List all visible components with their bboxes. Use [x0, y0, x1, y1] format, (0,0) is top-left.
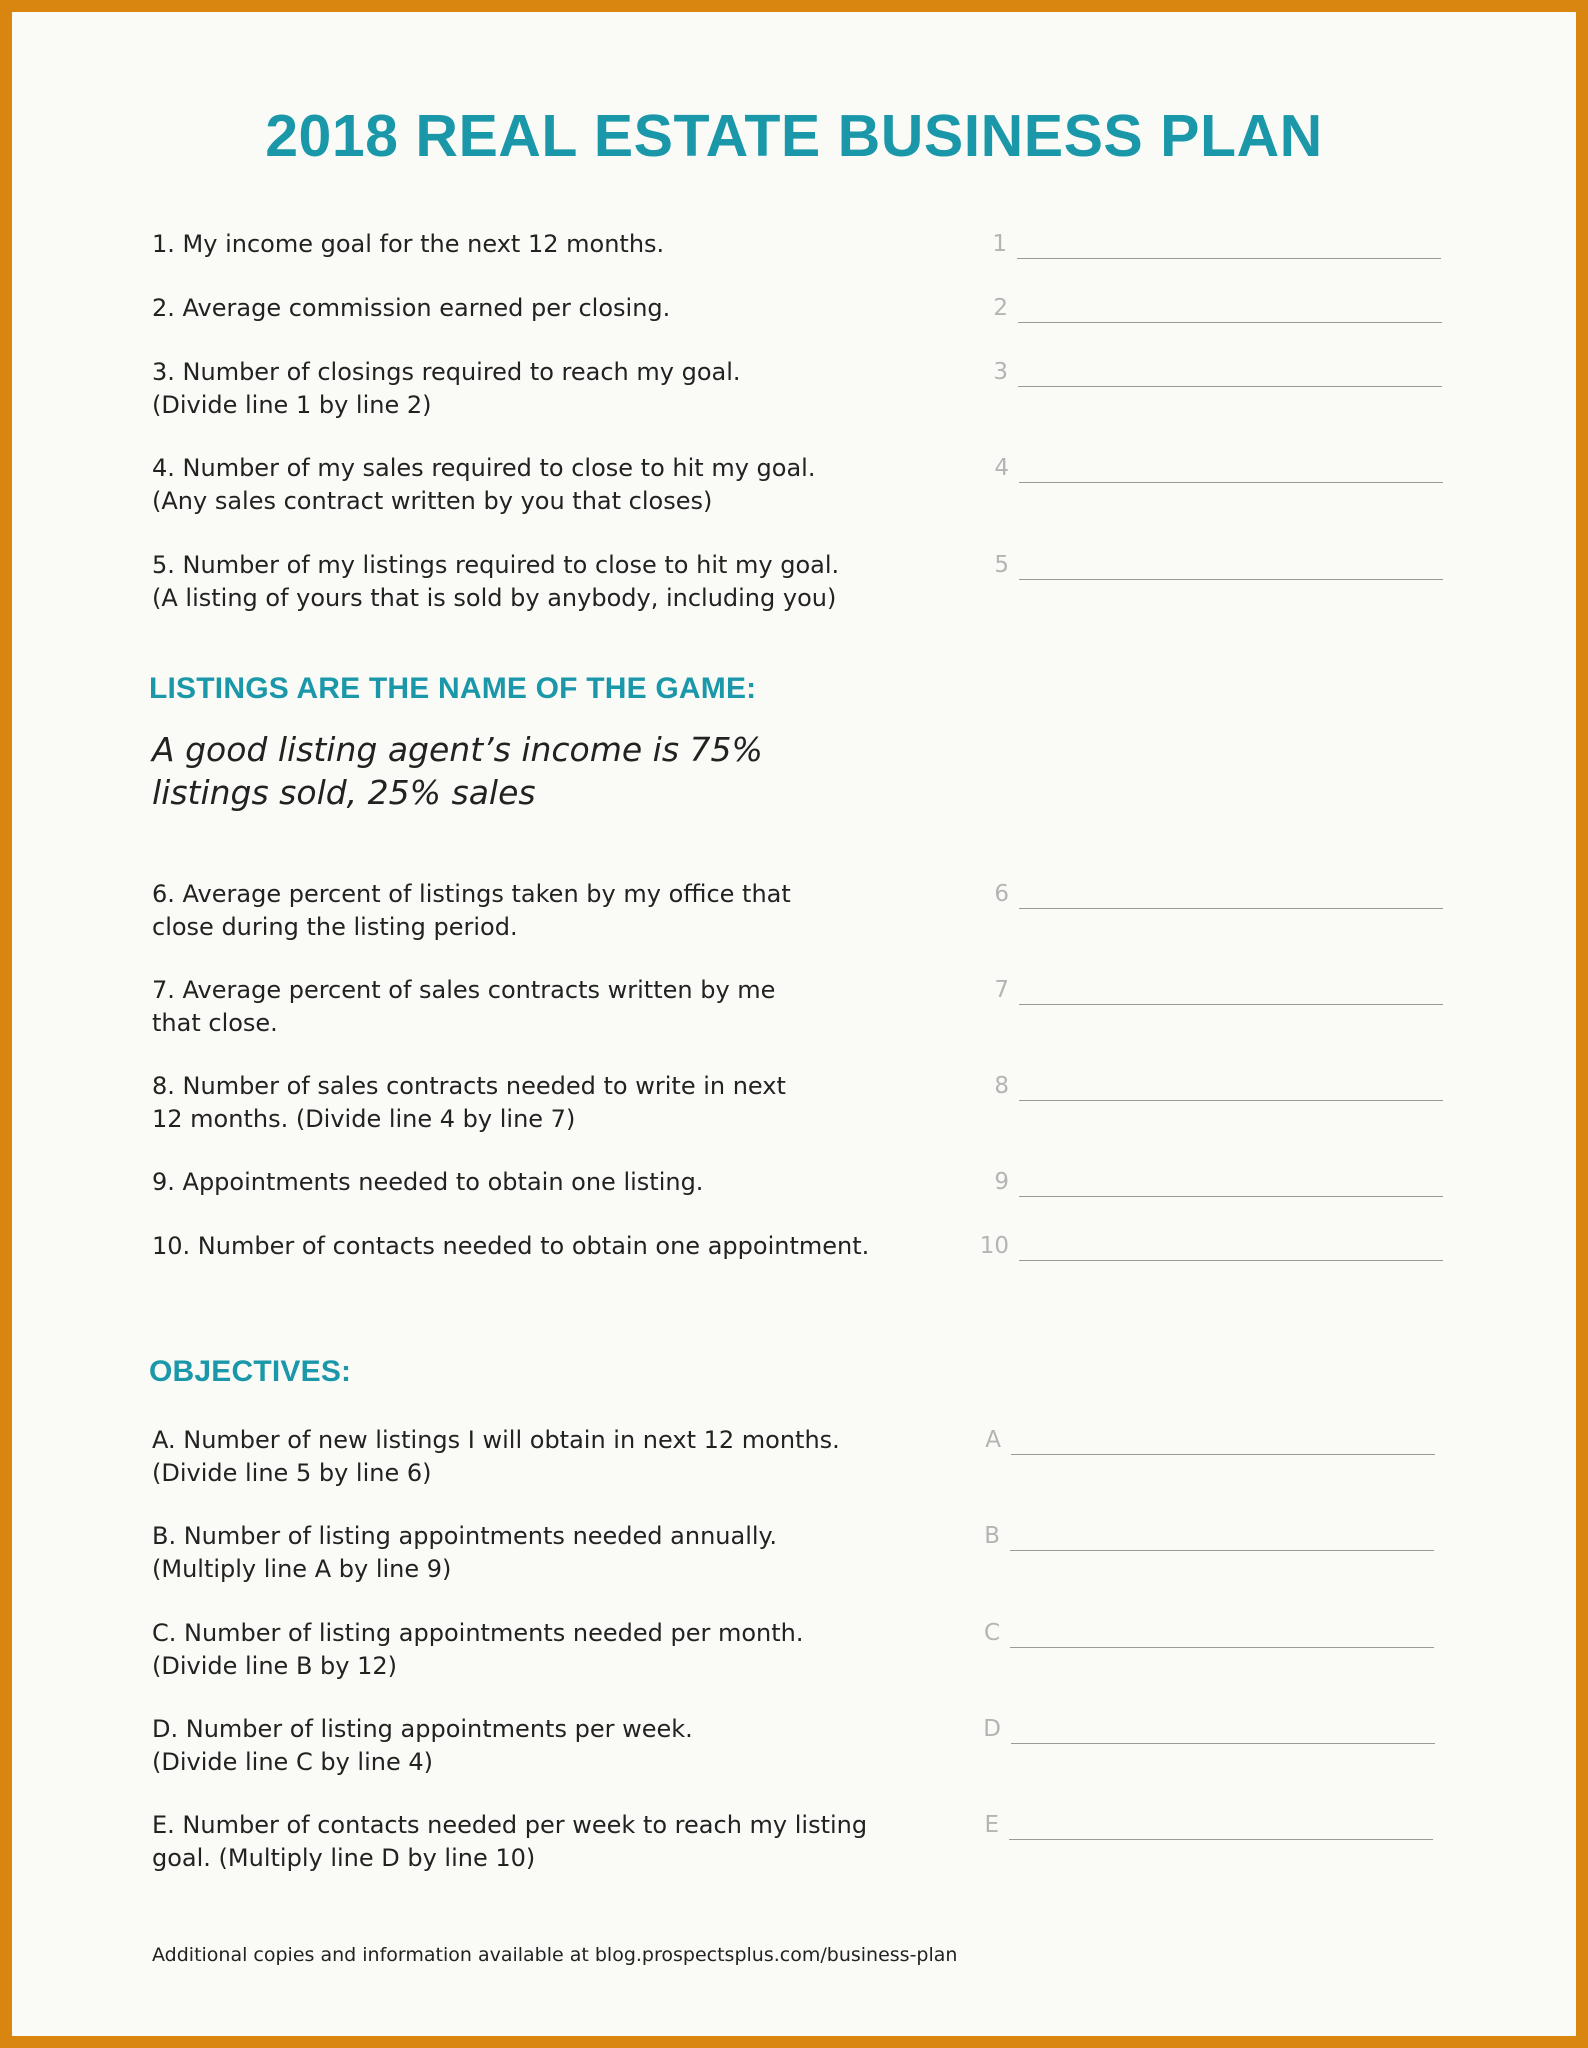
field-label: 3: [993, 359, 1008, 385]
objective-subtext: (Divide line B by 12): [152, 1652, 398, 1680]
field-label: C: [983, 1620, 1000, 1646]
objective-text: E. Number of contacts needed per week to reach my listing: [152, 1811, 868, 1839]
plan-item-text: 5. Number of my listings required to close to hit my goal.: [152, 551, 840, 579]
field-label: E: [984, 1812, 999, 1838]
field-label: A: [985, 1427, 1001, 1453]
answer-line[interactable]: [1010, 1647, 1434, 1648]
objective-a: [152, 1424, 932, 1490]
plan-item-4: [152, 452, 932, 518]
quote-line: A good listing agent’s income is 75%: [152, 730, 763, 769]
field-label: 7: [994, 977, 1009, 1003]
answer-line[interactable]: [1018, 386, 1442, 387]
plan-item-text: 2. Average commission earned per closing.: [152, 294, 671, 322]
plan-item-text: 7. Average percent of sales contracts written by me: [152, 976, 776, 1004]
plan-item-6: [152, 878, 932, 944]
plan-item-10: [152, 1230, 952, 1263]
footer-note: Additional copies and information available at blog.prospectsplus.com/business-plan: [152, 1944, 958, 1966]
field-label: 2: [993, 295, 1008, 321]
objective-text: D. Number of listing appointments per week.: [152, 1715, 693, 1743]
plan-item-text: 9. Appointments needed to obtain one listing.: [152, 1168, 704, 1196]
objective-text: C. Number of listing appointments needed per month.: [152, 1619, 804, 1647]
field-label: 1: [992, 231, 1007, 257]
answer-line[interactable]: [1011, 1743, 1435, 1744]
answer-line[interactable]: [1019, 1260, 1443, 1261]
objective-d: [152, 1713, 932, 1779]
plan-item-subtext: close during the listing period.: [152, 913, 518, 941]
answer-line[interactable]: [1011, 1454, 1435, 1455]
page-title: 2018 REAL ESTATE BUSINESS PLAN: [265, 103, 1323, 169]
answer-line[interactable]: [1019, 579, 1443, 580]
answer-line[interactable]: [1017, 258, 1441, 259]
plan-item-subtext: 12 months. (Divide line 4 by line 7): [152, 1105, 576, 1133]
plan-item-5: [152, 549, 932, 615]
field-label: D: [983, 1716, 1001, 1742]
objective-subtext: goal. (Multiply line D by line 10): [152, 1844, 536, 1872]
listing-quote: [152, 728, 872, 814]
objective-text: A. Number of new listings I will obtain in next 12 months.: [152, 1426, 840, 1454]
quote-line: listings sold, 25% sales: [152, 773, 536, 812]
document-page: [12, 12, 1576, 2036]
plan-item-9: [152, 1166, 932, 1199]
objective-subtext: (Multiply line A by line 9): [152, 1555, 452, 1583]
plan-item-text: 10. Number of contacts needed to obtain one appointment.: [152, 1232, 870, 1260]
answer-line[interactable]: [1019, 908, 1443, 909]
plan-item-subtext: (A listing of yours that is sold by anybody, including you): [152, 584, 837, 612]
answer-line[interactable]: [1018, 322, 1442, 323]
field-label: 4: [994, 455, 1009, 481]
field-label: 6: [994, 881, 1009, 907]
field-label: 5: [994, 552, 1009, 578]
answer-line[interactable]: [1010, 1550, 1434, 1551]
plan-item-2: [152, 292, 932, 325]
plan-item-subtext: (Any sales contract written by you that closes): [152, 487, 713, 515]
objective-subtext: (Divide line C by line 4): [152, 1748, 433, 1776]
plan-item-text: 4. Number of my sales required to close to hit my goal.: [152, 454, 816, 482]
answer-line[interactable]: [1009, 1839, 1433, 1840]
answer-line[interactable]: [1019, 482, 1443, 483]
plan-item-8: [152, 1070, 932, 1136]
field-label: 8: [994, 1073, 1009, 1099]
answer-line[interactable]: [1019, 1004, 1443, 1005]
objective-e: [152, 1809, 932, 1875]
objective-text: B. Number of listing appointments needed annually.: [152, 1522, 777, 1550]
objective-c: [152, 1617, 932, 1683]
section-heading-objectives: OBJECTIVES:: [149, 1355, 352, 1388]
field-label: B: [984, 1523, 1000, 1549]
plan-item-text: 8. Number of sales contracts needed to write in next: [152, 1072, 786, 1100]
plan-item-1: [152, 228, 932, 261]
plan-item-subtext: that close.: [152, 1009, 278, 1037]
answer-line[interactable]: [1019, 1100, 1443, 1101]
field-label: 10: [979, 1233, 1009, 1259]
plan-item-subtext: (Divide line 1 by line 2): [152, 391, 432, 419]
plan-item-text: 3. Number of closings required to reach my goal.: [152, 358, 741, 386]
objective-subtext: (Divide line 5 by line 6): [152, 1459, 432, 1487]
plan-item-7: [152, 974, 932, 1040]
field-label: 9: [994, 1169, 1009, 1195]
objective-b: [152, 1520, 932, 1586]
plan-item-3: [152, 356, 932, 422]
section-heading-listings: LISTINGS ARE THE NAME OF THE GAME:: [149, 672, 757, 705]
plan-item-text: 1. My income goal for the next 12 months.: [152, 230, 665, 258]
plan-item-text: 6. Average percent of listings taken by my office that: [152, 880, 791, 908]
answer-line[interactable]: [1019, 1196, 1443, 1197]
